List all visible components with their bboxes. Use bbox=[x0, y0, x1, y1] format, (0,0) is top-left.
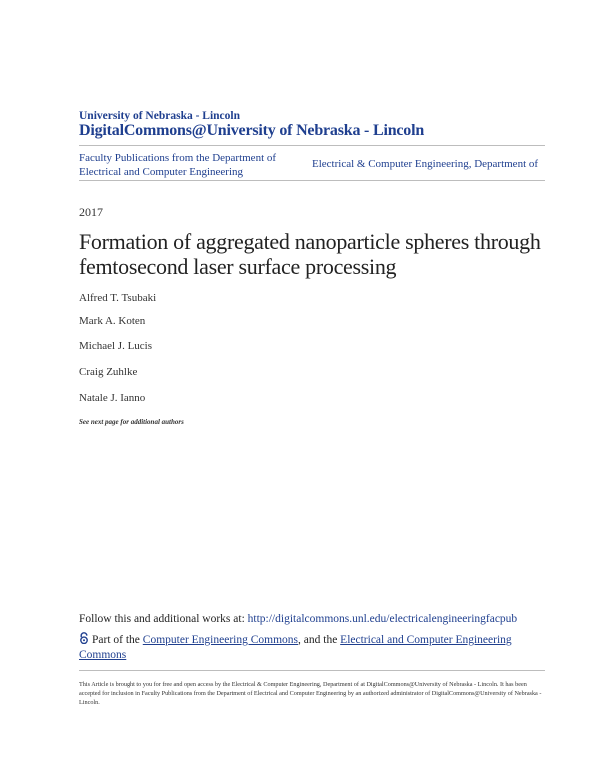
part-of-line bbox=[79, 632, 519, 663]
follow-line bbox=[79, 613, 517, 625]
part-of-text: Part of the bbox=[92, 634, 143, 646]
author-name: Mark A. Koten bbox=[79, 315, 146, 327]
and-text: , and the bbox=[298, 634, 341, 646]
header-divider-top bbox=[79, 145, 545, 146]
additional-authors-note: See next page for additional authors bbox=[79, 418, 184, 426]
repository-link[interactable]: DigitalCommons@University of Nebraska - Lincoln bbox=[79, 122, 425, 139]
author-name: Natale J. Ianno bbox=[79, 392, 146, 404]
follow-text: Follow this and additional works at: bbox=[79, 613, 248, 625]
author-name: Craig Zuhlke bbox=[79, 366, 138, 378]
publication-year: 2017 bbox=[79, 205, 103, 219]
access-disclaimer: This Article is brought to you for free and open access by the Electrical & Computer Engineering, Department of at DigitalCommons@University of Nebraska - Lincoln. It has been accepted for inclusion in Faculty Publications from the Department of Electrical and Computer Engineering by an authorized administrator of DigitalCommons@University of Nebraska - Lincoln. bbox=[79, 681, 542, 707]
author-name: Michael J. Lucis bbox=[79, 340, 153, 352]
computer-engineering-commons-link[interactable]: Computer Engineering Commons bbox=[142, 634, 299, 646]
ece-commons-link[interactable]: Electrical and Computer Engineering Commons bbox=[79, 634, 512, 661]
article-title: Formation of aggregated nanoparticle spheres through femtosecond laser surface processing bbox=[79, 229, 541, 279]
institution-name: University of Nebraska - Lincoln bbox=[79, 110, 240, 122]
collection-link[interactable]: Faculty Publications from the Department of Electrical and Computer Engineering bbox=[79, 152, 277, 178]
follow-url-link[interactable]: http://digitalcommons.unl.edu/electricalengineeringfacpub bbox=[247, 613, 518, 625]
open-access-icon bbox=[79, 632, 89, 644]
footer-divider bbox=[79, 670, 545, 671]
department-link[interactable]: Electrical & Computer Engineering, Department of bbox=[312, 158, 539, 170]
header-divider-bottom bbox=[79, 180, 545, 181]
author-name: Alfred T. Tsubaki bbox=[79, 292, 157, 304]
